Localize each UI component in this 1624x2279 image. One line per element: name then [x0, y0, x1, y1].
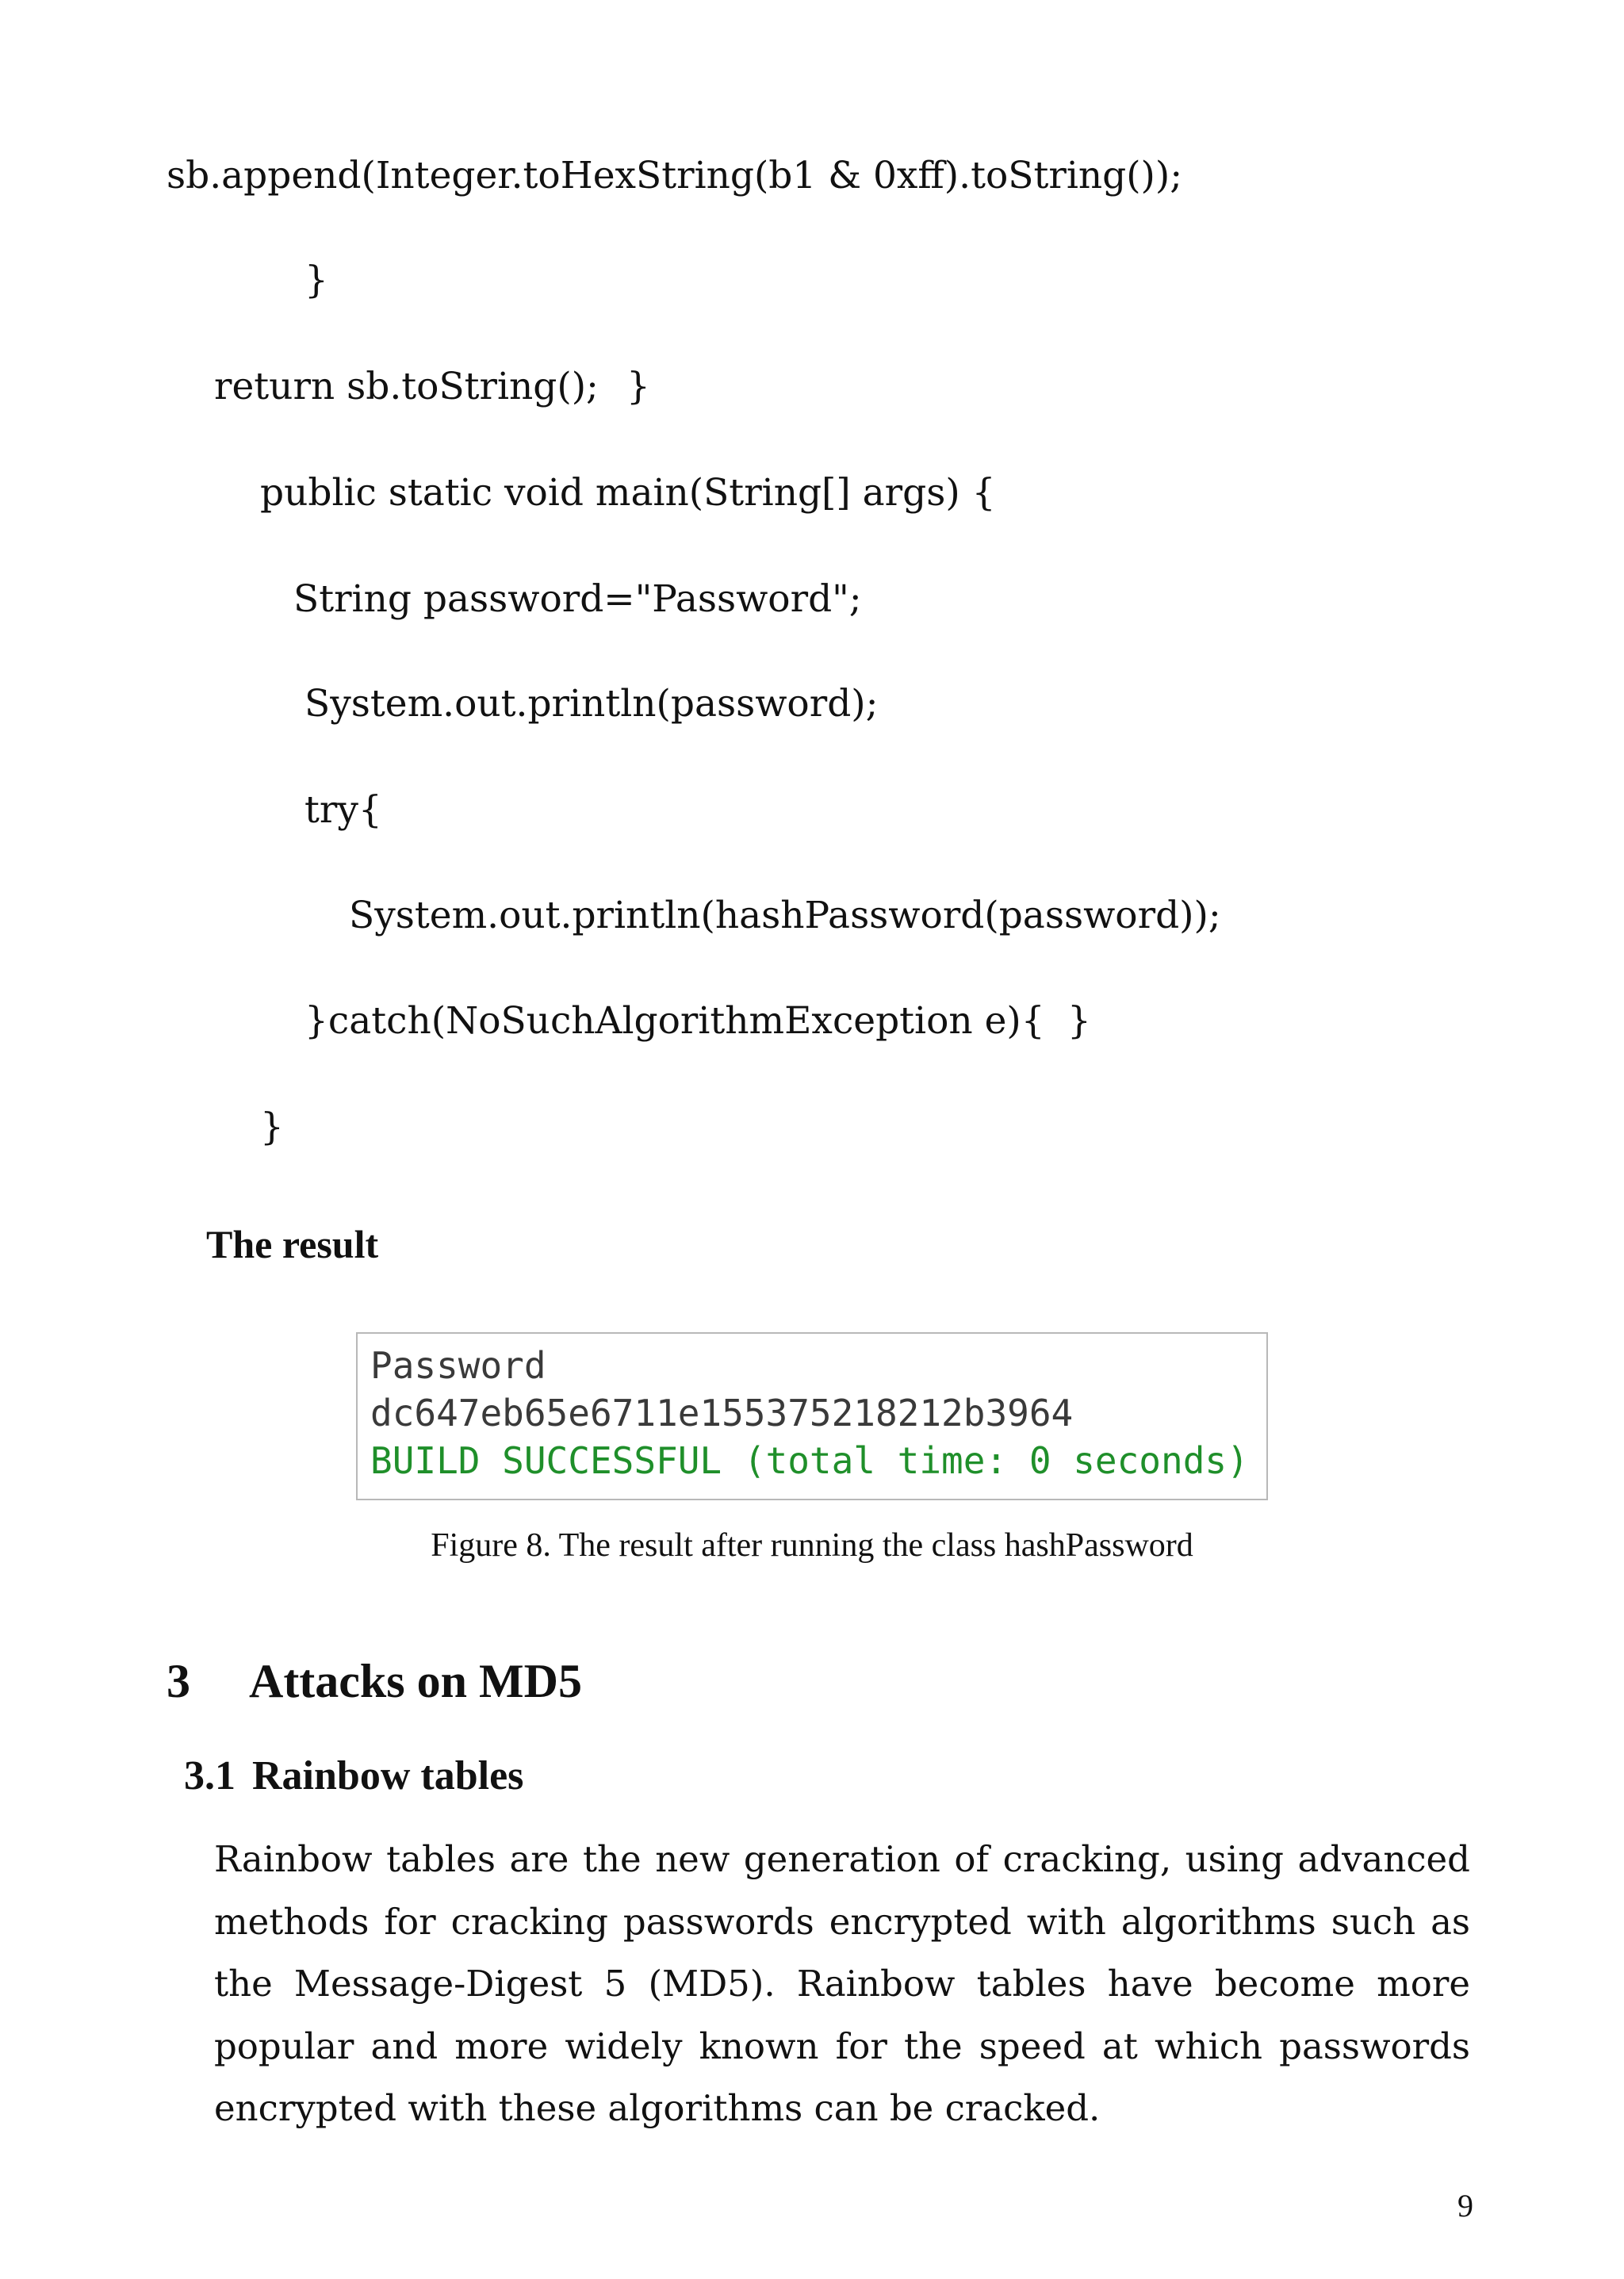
- code-line-close-brace: }: [304, 259, 328, 302]
- console-line-password: Password: [370, 1344, 546, 1387]
- code-line-return-brace: }: [626, 365, 650, 408]
- code-line-catch: }catch(NoSuchAlgorithmException e){: [304, 999, 1045, 1043]
- subsection-number: 3.1: [184, 1753, 236, 1798]
- section-title: Attacks on MD5: [249, 1655, 582, 1707]
- code-line-password-assign: String password="Password";: [293, 577, 862, 621]
- console-line-hash: dc647eb65e6711e155375218212b3964: [370, 1392, 1074, 1434]
- body-paragraph: Rainbow tables are the new generation of cracking, using advanced methods for cracking passwords encrypted with algorithms such as the Message-Digest 5 (MD5). Rainbow tables have become more popular and more widely known for the speed at which passwords encrypted with these algorithms can be cracked.: [214, 1838, 1470, 2129]
- result-heading: The result: [206, 1222, 379, 1266]
- code-line-return: return sb.toString();: [214, 365, 599, 408]
- page-number: 9: [1457, 2188, 1473, 2223]
- code-line-final-brace: }: [260, 1105, 284, 1149]
- code-line-append: sb.append(Integer.toHexString(b1 & 0xff).toString());: [167, 154, 1183, 197]
- code-line-println-password: System.out.println(password);: [304, 682, 879, 726]
- console-output-figure: [356, 1332, 1268, 1500]
- code-line-catch-brace: }: [1067, 999, 1091, 1043]
- code-line-println-hash: System.out.println(hashPassword(password));: [349, 894, 1221, 937]
- section-number: 3: [167, 1655, 190, 1707]
- code-line-main: public static void main(String[] args) {: [260, 471, 996, 515]
- subsection-title: Rainbow tables: [252, 1753, 524, 1798]
- code-line-try: try{: [304, 788, 382, 832]
- console-line-build-status: BUILD SUCCESSFUL (total time: 0 seconds): [370, 1439, 1249, 1482]
- figure-caption: Figure 8. The result after running the class hashPassword: [431, 1527, 1193, 1564]
